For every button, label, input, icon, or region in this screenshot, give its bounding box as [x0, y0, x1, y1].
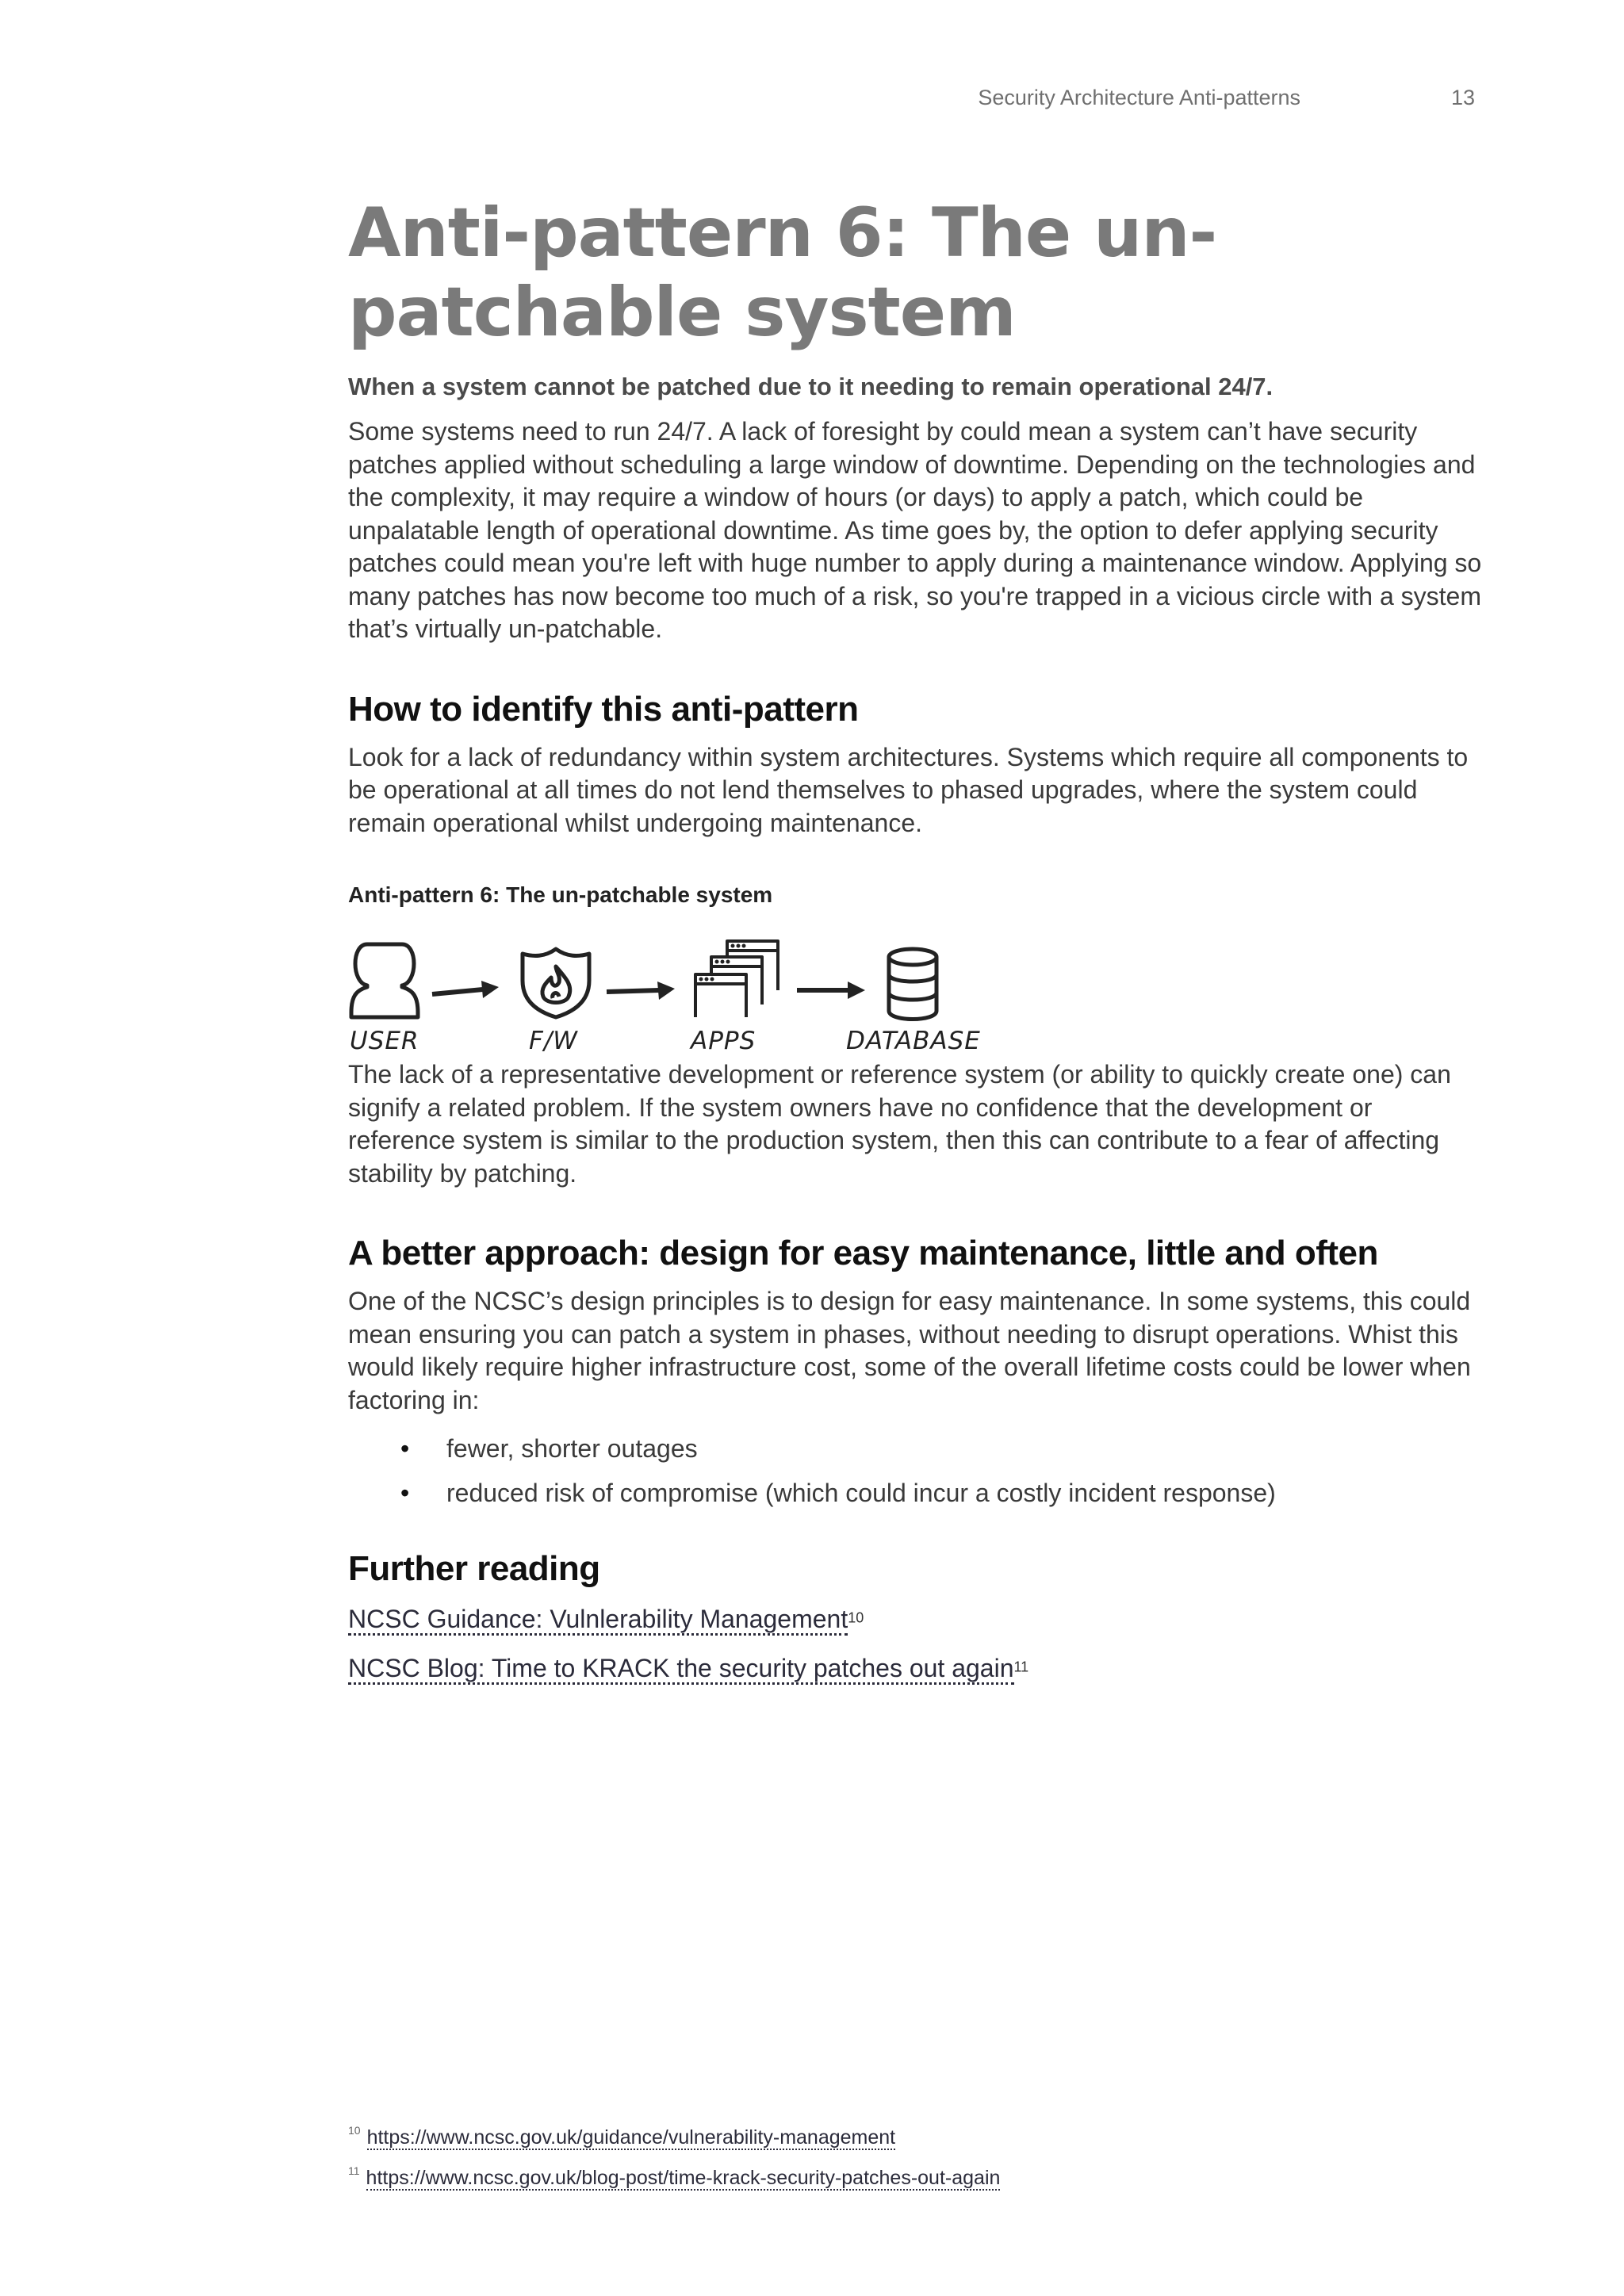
related-paragraph: The lack of a representative development or reference system (or ability to quickly create one) can signify a related problem. If the system owners have no confidence that the development or reference system is similar to the production system, then this can contribute to a fear of affecting stability by patching. — [348, 1060, 1451, 1188]
bullet-icon: • — [400, 1479, 410, 1507]
subtitle: When a system cannot be patched due to it needing to remain operational 24/7. — [348, 373, 1274, 400]
firewall-icon — [523, 949, 589, 1017]
further-reading-heading: Further reading — [348, 1549, 600, 1588]
arrow-icon — [432, 981, 499, 998]
diagram-label-database: DATABASE — [846, 1027, 981, 1055]
running-header-title: Security Architecture Anti-patterns — [978, 86, 1300, 109]
footnotes — [348, 2114, 1482, 2195]
further-reading-item — [348, 1650, 1482, 1686]
identify-paragraph: Look for a lack of redundancy within system architectures. Systems which require all components to be operational at all times do not lend themselves to phased upgrades, where the system could remain operational whilst undergoing maintenance. — [348, 742, 1469, 837]
footnote-ref: 11 — [1013, 1659, 1029, 1675]
diagram-label-firewall: F/W — [529, 1027, 578, 1055]
footnote-link[interactable]: https://www.ncsc.gov.uk/blog-post/time-krack-security-patches-out-again — [366, 2167, 1001, 2189]
better-approach-heading: A better approach: design for easy maintenance, little and often — [348, 1234, 1378, 1272]
further-reading-item — [348, 1601, 1482, 1637]
footnote-ref: 10 — [848, 1609, 864, 1626]
guidance-link[interactable]: NCSC Guidance: Vulnlerability Management — [348, 1605, 848, 1636]
user-icon — [351, 944, 418, 1017]
footnote-number: 11 — [348, 2164, 360, 2177]
intro-paragraph: Some systems need to run 24/7. A lack of foresight by could mean a system can’t have security patches applied without scheduling a large window of downtime. Depending on the technologies and the complexity, it may require a window of hours (or days) to apply a patch, which could be unpalatable length of operational downtime. As time goes by, the option to defer applying security patches could mean you're left with huge number to apply during a maintenance window. Applying so many patches has now become too much of a risk, so you're trapped in a vicious circle with a system that’s virtually un-patchable. — [348, 417, 1482, 643]
list-item-text: reduced risk of compromise (which could incur a costly incident response) — [446, 1479, 1276, 1507]
list-item — [348, 1471, 1482, 1515]
page-title: Anti-pattern 6: The un-patchable system — [348, 193, 1217, 352]
diagram-label-user: USER — [350, 1027, 419, 1055]
list-item — [348, 1426, 1482, 1471]
footnote-link[interactable]: https://www.ncsc.gov.uk/guidance/vulnerability-management — [366, 2126, 896, 2149]
architecture-diagram — [348, 933, 1482, 1060]
main-content — [348, 193, 1482, 1686]
database-icon — [889, 949, 936, 1020]
bullet-icon: • — [400, 1434, 410, 1463]
arrow-icon — [797, 982, 865, 999]
footnote — [348, 2114, 1482, 2154]
footnote — [348, 2154, 1482, 2195]
benefits-list — [348, 1426, 1482, 1515]
diagram-label-apps: APPS — [691, 1027, 756, 1055]
footnote-number: 10 — [348, 2124, 361, 2137]
page-number: 13 — [1450, 86, 1475, 109]
blog-link[interactable]: NCSC Blog: Time to KRACK the security patches out again — [348, 1654, 1014, 1685]
better-approach-paragraph: One of the NCSC’s design principles is to design for easy maintenance. In some systems, this could mean ensuring you can patch a system in phases, without needing to disrupt operations. Whist this would likely require higher infrastructure cost, some of the overall lifetime costs could be lower when factoring in: — [348, 1287, 1471, 1414]
figure-caption: Anti-pattern 6: The un-patchable system — [348, 882, 773, 907]
arrow-icon — [607, 982, 675, 1000]
list-item-text: fewer, shorter outages — [446, 1434, 698, 1463]
identify-heading: How to identify this anti-pattern — [348, 689, 859, 729]
apps-icon — [695, 941, 778, 1017]
